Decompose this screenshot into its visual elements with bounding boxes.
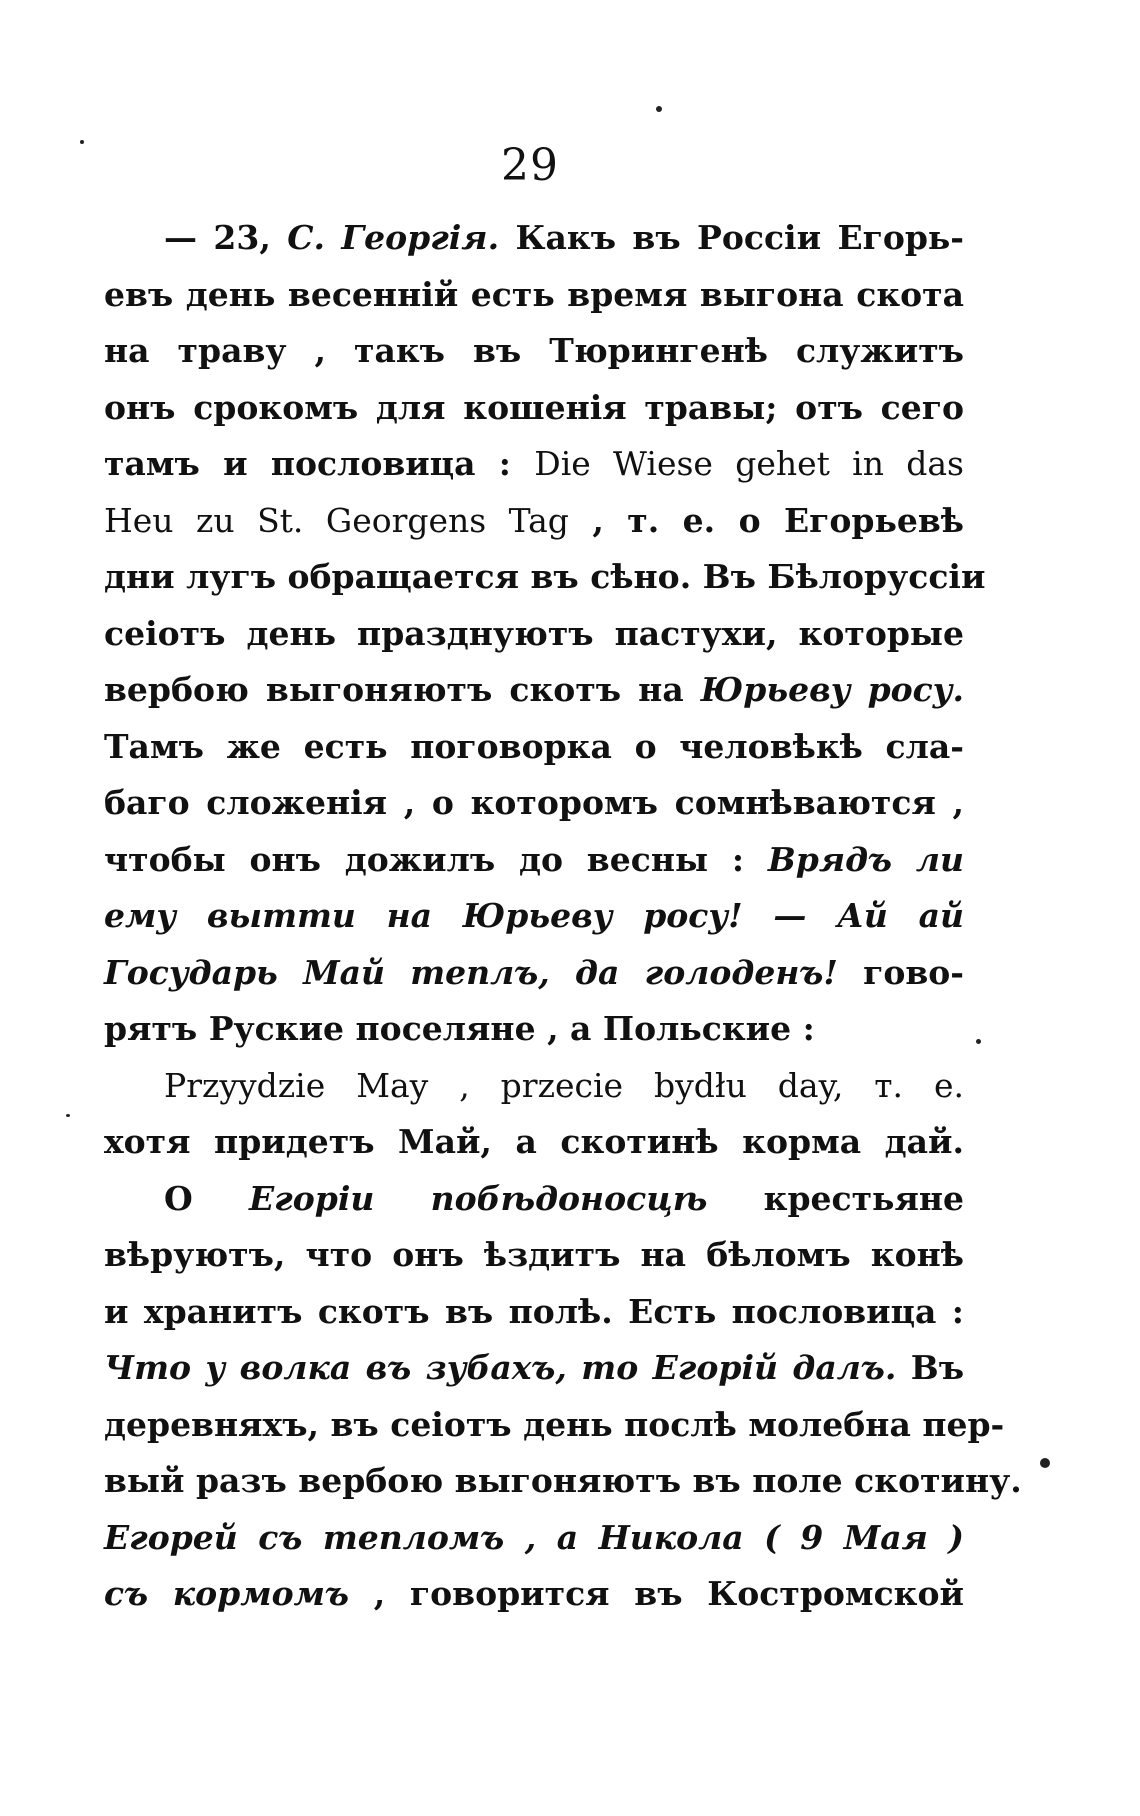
text-run: Какъ въ Россіи Егорь-: [499, 218, 965, 257]
text-line: [104, 1510, 964, 1567]
text-run: и хранитъ скотъ въ полѣ. Есть пословица :: [104, 1291, 964, 1331]
text-run: — 23,: [164, 218, 288, 257]
text-run: чтобы онъ дожилъ до весны :: [104, 839, 768, 879]
text-run: вербою выгоняютъ скотъ на: [104, 670, 701, 709]
text-line: [104, 549, 986, 606]
text-line: [104, 380, 964, 437]
text-run: гово-: [837, 952, 964, 992]
text-line: [104, 1284, 964, 1341]
text-run: рятъ Руские поселяне , а Польские :: [104, 1009, 815, 1048]
text-line: [104, 323, 964, 380]
italic-run: Егоріи побѣдоносцѣ: [249, 1178, 708, 1218]
text-run: тамъ и пословица :: [104, 444, 535, 483]
scan-speck: [656, 106, 662, 112]
german-run: Heu zu St. Georgens Tag: [104, 500, 569, 540]
scan-speck: [1040, 1458, 1050, 1468]
italic-run: Егорей съ тепломъ , а Никола ( 9 Мая ): [104, 1517, 964, 1557]
text-run: Przyydzie May , przecie bydłu day, т. е.: [164, 1065, 964, 1105]
text-run: вый разъ вербою выгоняютъ въ поле скотину.: [104, 1461, 1022, 1500]
text-run: баго сложенія , о которомъ сомнѣваются ,: [104, 783, 964, 822]
text-line: [104, 493, 964, 550]
text-line: [104, 662, 964, 719]
text-run: крестьяне: [707, 1178, 964, 1218]
text-run: , т. е. о Егорьевѣ: [568, 500, 964, 540]
italic-run: С. Георгія.: [287, 218, 500, 257]
text-line: [104, 945, 964, 1002]
text-run: , говорится въ Костромской: [348, 1574, 964, 1613]
text-run: вѣруютъ, что онъ ѣздитъ на бѣломъ конѣ: [104, 1235, 964, 1274]
text-line: [104, 719, 964, 776]
italic-run: Государь Май теплъ, да голоденъ!: [104, 952, 838, 992]
text-line: [104, 1566, 964, 1623]
text-line: [104, 1171, 964, 1228]
scan-speck: [80, 140, 84, 144]
text-run: онъ срокомъ для кошенія травы; отъ сего: [104, 387, 964, 427]
german-run: Die Wiese gehet in das: [534, 444, 964, 483]
italic-run: съ кормомъ: [104, 1574, 349, 1613]
text-run: хотя придетъ Май, а скотинѣ корма дай.: [104, 1122, 964, 1161]
text-line: [104, 210, 964, 267]
scan-speck: [66, 1114, 70, 1117]
text-run: дни лугъ обращается въ сѣно. Въ Бѣлоруссіи: [104, 557, 986, 596]
text-line: [104, 436, 964, 493]
text-line: [104, 888, 964, 945]
text-line: [104, 1058, 964, 1115]
italic-run: Что у волка въ зубахъ, то Егорій далъ.: [104, 1348, 897, 1387]
text-run: Тамъ же есть поговорка о человѣкѣ сла-: [104, 726, 964, 766]
text-run: сеіотъ день празднуютъ пастухи, которые: [104, 613, 964, 653]
text-line: [104, 1340, 964, 1397]
italic-run: ему вытти на Юрьеву росу! — Ай ай: [104, 896, 964, 935]
italic-run: Юрьеву росу.: [700, 670, 964, 709]
text-line: [104, 775, 964, 832]
text-line: [104, 1397, 1005, 1454]
italic-run: Врядъ ли: [767, 839, 964, 879]
text-run: О: [164, 1178, 250, 1218]
text-line: [104, 1227, 964, 1284]
text-line: [104, 1114, 964, 1171]
text-line: [104, 1001, 964, 1058]
text-run: Въ: [896, 1348, 965, 1387]
text-run: на траву , такъ въ Тюрингенѣ служитъ: [104, 331, 964, 370]
scan-speck: [976, 1039, 981, 1044]
text-run: евъ день весенній есть время выгона скота: [104, 274, 964, 314]
text-line: [104, 267, 964, 324]
text-line: [104, 606, 964, 663]
text-run: деревняхъ, въ сеіотъ день послѣ молебна пер-: [104, 1404, 1005, 1444]
text-line: [104, 1453, 1022, 1510]
text-line: [104, 832, 964, 889]
body-text: [104, 210, 1022, 1623]
page-number: 29: [501, 140, 559, 191]
